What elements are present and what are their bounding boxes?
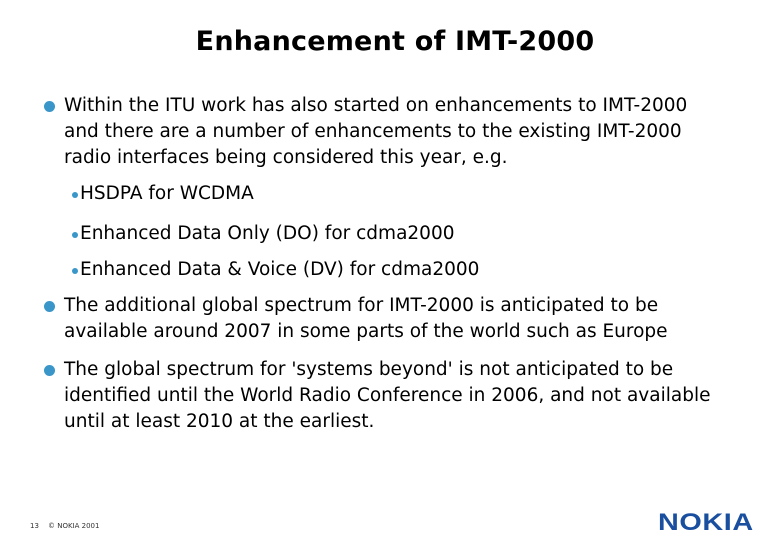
sub-bullet-dot-icon [72, 232, 78, 238]
page-number: 13 [30, 522, 39, 530]
bullet-line: and there are a number of enhancements to the existing IMT-2000 [64, 121, 682, 142]
bullet-line: radio interfaces being considered this year, e.g. [64, 147, 508, 168]
sub-bullet-item-1 [80, 181, 254, 207]
sub-bullet-text: HSDPA for WCDMA [80, 183, 254, 204]
bullet-line: available around 2007 in some parts of the world such as Europe [64, 321, 668, 342]
bullet-item-1 [64, 93, 687, 171]
bullet-dot-icon [44, 301, 55, 312]
bullet-item-2 [64, 293, 668, 345]
bullet-line: The global spectrum for 'systems beyond' is not anticipated to be [64, 359, 674, 380]
sub-bullet-text: Enhanced Data Only (DO) for cdma2000 [80, 223, 455, 244]
sub-bullet-text: Enhanced Data & Voice (DV) for cdma2000 [80, 259, 480, 280]
nokia-logo: NOKIA [658, 509, 754, 536]
sub-bullet-dot-icon [72, 268, 78, 274]
bullet-line: The additional global spectrum for IMT-2000 is anticipated to be [64, 295, 659, 316]
sub-bullet-item-3 [80, 257, 479, 283]
bullet-dot-icon [44, 365, 55, 376]
bullet-item-3 [64, 357, 710, 435]
sub-bullet-dot-icon [72, 192, 78, 198]
bullet-line: Within the ITU work has also started on enhancements to IMT-2000 [64, 95, 688, 116]
bullet-line: until at least 2010 at the earliest. [64, 411, 375, 432]
copyright-notice: © NOKIA 2001 [48, 522, 100, 530]
bullet-line: identified until the World Radio Conference in 2006, and not available [64, 385, 711, 406]
slide-title: Enhancement of IMT-2000 [195, 26, 595, 57]
sub-bullet-item-2 [80, 221, 454, 247]
bullet-dot-icon [44, 101, 55, 112]
